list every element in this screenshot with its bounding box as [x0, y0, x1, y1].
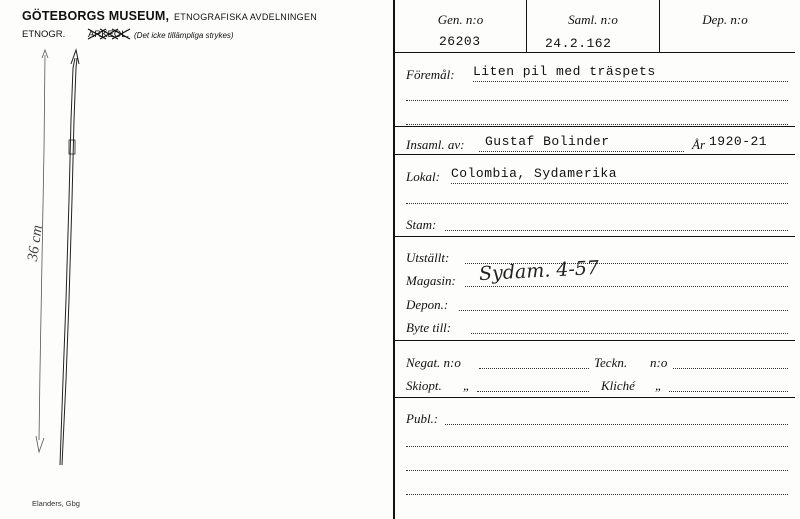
negat-line: [479, 368, 589, 369]
record-panel: [393, 0, 800, 519]
ar-value: 1920-21: [709, 134, 768, 149]
length-note: 36 cm: [25, 224, 46, 263]
foremal-line-1: [473, 81, 788, 82]
magasin-label: Magasin:: [406, 273, 456, 288]
publ-line-1: [445, 424, 788, 425]
gen-no-value: 26203: [439, 34, 481, 49]
magasin-value: Sydam. 4-57: [478, 256, 600, 286]
foremal-line-2: [406, 100, 788, 101]
teckn-line: [673, 368, 788, 369]
arkeol-label: ARKEOL.: [88, 29, 130, 40]
strike-note: (Det icke tillämpliga strykes): [134, 31, 234, 40]
museum-name: GÖTEBORGS MUSEUM,: [22, 9, 170, 23]
kliche-line: [669, 391, 788, 392]
magasin-line: [465, 286, 788, 287]
skiopt-label: Skiopt.: [406, 378, 442, 393]
publ-line-4: [406, 494, 788, 495]
lokal-label: Lokal:: [406, 169, 440, 184]
stam-label: Stam:: [406, 217, 437, 232]
stam-rule: [395, 236, 795, 237]
insaml-line: [479, 151, 684, 152]
printer-imprint: Elanders, Gbg: [32, 499, 80, 508]
foremal-line-3: [406, 124, 788, 125]
publ-line-3: [406, 470, 788, 471]
dep-no-label: Dep. n:o: [702, 12, 748, 27]
negat-label: Negat. n:o: [406, 355, 461, 370]
lokal-line-1: [451, 183, 788, 184]
lokal-value: Colombia, Sydamerika: [451, 166, 618, 181]
teckn-label: Teckn.: [594, 355, 628, 370]
utstallt-label: Utställt:: [406, 250, 450, 265]
publ-line-2: [406, 446, 788, 447]
insaml-rule: [395, 154, 795, 155]
byte-rule: [395, 340, 795, 341]
kliche-ditto: „: [655, 378, 663, 393]
teckn-no-label: n:o: [650, 355, 668, 370]
stam-line: [445, 230, 788, 231]
lokal-line-2: [406, 203, 788, 204]
bild-rule: [395, 397, 795, 398]
byte-line: [471, 333, 788, 334]
byte-label: Byte till:: [406, 320, 452, 335]
saml-no-value: 24.2.162: [545, 36, 612, 51]
publ-label: Publ.:: [406, 411, 439, 426]
gen-no-label: Gen. n:o: [437, 12, 484, 27]
header-rule: [395, 52, 795, 53]
insaml-value: Gustaf Bolinder: [485, 134, 610, 149]
foremal-label: Föremål:: [406, 67, 455, 82]
depon-label: Depon.:: [406, 297, 449, 312]
saml-no-label: Saml. n:o: [568, 12, 618, 27]
foremal-value: Liten pil med träspets: [473, 64, 656, 79]
etnogr-label: ETNOGR.: [22, 29, 66, 40]
panel-left-border: [393, 0, 395, 519]
skiopt-line: [477, 391, 589, 392]
arrow-drawing: [0, 0, 120, 519]
depon-line: [459, 310, 788, 311]
insaml-label: Insaml. av:: [406, 137, 465, 152]
skiopt-ditto: „: [463, 378, 471, 393]
kliche-label: Kliché: [601, 378, 635, 393]
ar-label: År: [692, 137, 705, 152]
foremal-rule: [395, 126, 795, 127]
department-name: ETNOGRAFISKA AVDELNINGEN: [174, 12, 318, 22]
